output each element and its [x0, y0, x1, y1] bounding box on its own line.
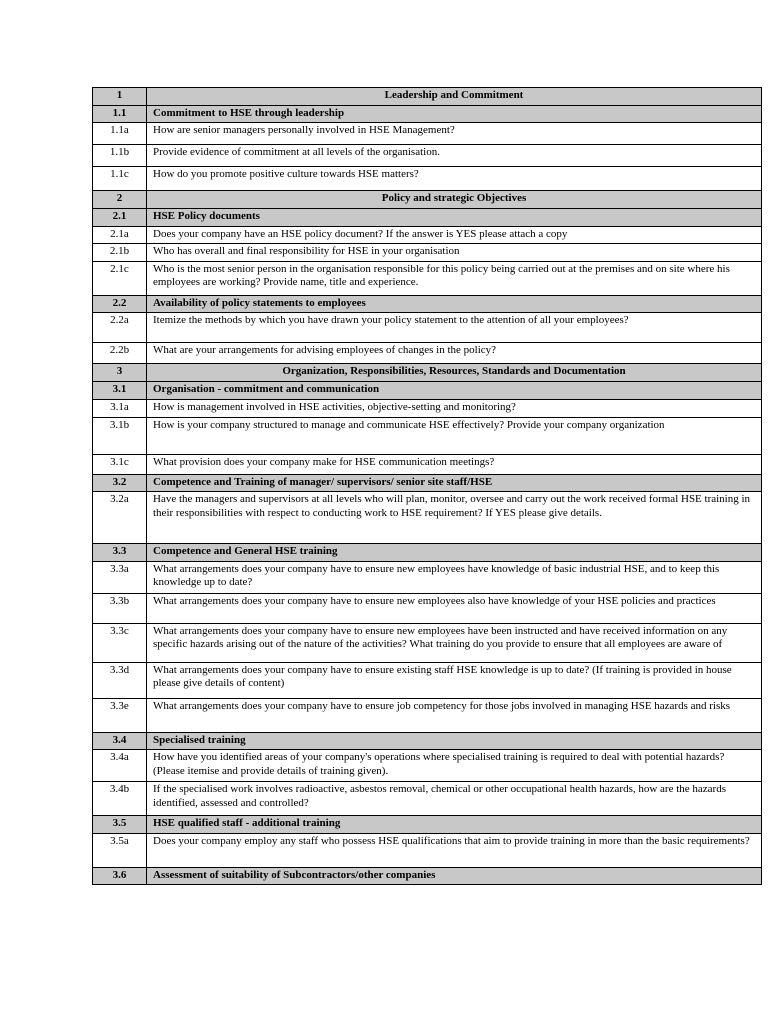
question-row — [93, 492, 762, 544]
question-text: Itemize the methods by which you have drawn your policy statement to the attention of all your employees? — [147, 313, 762, 343]
section-row — [93, 364, 762, 382]
row-number: 1.1 — [93, 105, 147, 123]
row-number: 2.2 — [93, 295, 147, 313]
section-row — [93, 191, 762, 209]
subsection-title: Specialised training — [147, 732, 762, 750]
row-number: 3.4b — [93, 782, 147, 816]
question-row — [93, 833, 762, 867]
questionnaire-rows — [93, 88, 762, 885]
question-row — [93, 782, 762, 816]
row-number: 2.2b — [93, 343, 147, 364]
question-text: Who has overall and final responsibility for HSE in your organisation — [147, 244, 762, 262]
question-text: Does your company have an HSE policy document? If the answer is YES please attach a copy — [147, 226, 762, 244]
row-number: 3.3e — [93, 698, 147, 732]
row-number: 2.1 — [93, 209, 147, 227]
question-row — [93, 561, 762, 593]
question-row — [93, 593, 762, 623]
subsection-title: Assessment of suitability of Subcontractors/other companies — [147, 867, 762, 885]
subsection-row — [93, 382, 762, 400]
row-number: 2.1b — [93, 244, 147, 262]
row-number: 2 — [93, 191, 147, 209]
question-row — [93, 313, 762, 343]
row-number: 3.3b — [93, 593, 147, 623]
question-text: What arrangements does your company have to ensure new employees have knowledge of basic industrial HSE, and to keep this knowledge up to date? — [147, 561, 762, 593]
section-title: Leadership and Commitment — [147, 88, 762, 106]
question-row — [93, 343, 762, 364]
subsection-row — [93, 732, 762, 750]
question-text: How are senior managers personally involved in HSE Management? — [147, 123, 762, 145]
question-row — [93, 399, 762, 417]
subsection-title: Competence and Training of manager/ supervisors/ senior site staff/HSE — [147, 474, 762, 492]
question-text: What arrangements does your company have to ensure new employees have been instructed and have received information on any specific hazards arising out of the nature of the activities? What training do you provide to ensure that all employees are aware of — [147, 623, 762, 662]
subsection-row — [93, 209, 762, 227]
row-number: 3 — [93, 364, 147, 382]
question-row — [93, 750, 762, 782]
section-title: Policy and strategic Objectives — [147, 191, 762, 209]
question-text: What provision does your company make for HSE communication meetings? — [147, 454, 762, 474]
row-number: 3.3d — [93, 662, 147, 698]
row-number: 3.4a — [93, 750, 147, 782]
question-text: Provide evidence of commitment at all levels of the organisation. — [147, 145, 762, 167]
subsection-title: Organisation - commitment and communication — [147, 382, 762, 400]
section-title: Organization, Responsibilities, Resources, Standards and Documentation — [147, 364, 762, 382]
section-row — [93, 88, 762, 106]
question-row — [93, 226, 762, 244]
row-number: 3.1b — [93, 417, 147, 454]
question-text: What arrangements does your company have to ensure existing staff HSE knowledge is up to date? (If training is provided in house please give details of content) — [147, 662, 762, 698]
question-row — [93, 698, 762, 732]
row-number: 3.3 — [93, 544, 147, 562]
row-number: 3.1c — [93, 454, 147, 474]
question-row — [93, 244, 762, 262]
subsection-row — [93, 474, 762, 492]
question-row — [93, 662, 762, 698]
question-text: If the specialised work involves radioactive, asbestos removal, chemical or other occupational health hazards, how are the hazards identified, assessed and controlled? — [147, 782, 762, 816]
row-number: 1.1c — [93, 167, 147, 191]
row-number: 3.1a — [93, 399, 147, 417]
row-number: 3.3a — [93, 561, 147, 593]
row-number: 1.1b — [93, 145, 147, 167]
subsection-title: Availability of policy statements to employees — [147, 295, 762, 313]
row-number: 2.1a — [93, 226, 147, 244]
row-number: 3.3c — [93, 623, 147, 662]
question-row — [93, 167, 762, 191]
question-row — [93, 145, 762, 167]
question-text: What arrangements does your company have to ensure new employees also have knowledge of your HSE policies and practices — [147, 593, 762, 623]
subsection-row — [93, 105, 762, 123]
subsection-row — [93, 544, 762, 562]
question-text: How have you identified areas of your company's operations where specialised training is required to deal with potential hazards? (Please itemise and provide details of training given). — [147, 750, 762, 782]
subsection-row — [93, 295, 762, 313]
subsection-title: HSE qualified staff - additional training — [147, 816, 762, 834]
subsection-row — [93, 816, 762, 834]
question-row — [93, 261, 762, 295]
subsection-row — [93, 867, 762, 885]
question-text: Have the managers and supervisors at all levels who will plan, monitor, oversee and carry out the work received formal HSE training in their responsibilities with respect to conducting work to HSE requirement? If YES please give details. — [147, 492, 762, 544]
question-text: What arrangements does your company have to ensure job competency for those jobs involved in managing HSE hazards and risks — [147, 698, 762, 732]
subsection-title: Commitment to HSE through leadership — [147, 105, 762, 123]
row-number: 2.2a — [93, 313, 147, 343]
question-row — [93, 123, 762, 145]
question-row — [93, 417, 762, 454]
row-number: 1.1a — [93, 123, 147, 145]
row-number: 3.1 — [93, 382, 147, 400]
question-text: How is management involved in HSE activities, objective-setting and monitoring? — [147, 399, 762, 417]
question-text: How is your company structured to manage and communicate HSE effectively? Provide your company organization — [147, 417, 762, 454]
subsection-title: HSE Policy documents — [147, 209, 762, 227]
question-text: Does your company employ any staff who possess HSE qualifications that aim to provide training in more than the basic requirements? — [147, 833, 762, 867]
row-number: 1 — [93, 88, 147, 106]
row-number: 3.2 — [93, 474, 147, 492]
row-number: 3.5a — [93, 833, 147, 867]
question-row — [93, 454, 762, 474]
row-number: 3.6 — [93, 867, 147, 885]
question-text: What are your arrangements for advising employees of changes in the policy? — [147, 343, 762, 364]
question-row — [93, 623, 762, 662]
question-text: Who is the most senior person in the organisation responsible for this policy being carried out at the premises and on site where his employees are working? Provide name, title and experience. — [147, 261, 762, 295]
hse-questionnaire-table — [92, 87, 762, 885]
question-text: How do you promote positive culture towards HSE matters? — [147, 167, 762, 191]
row-number: 3.4 — [93, 732, 147, 750]
row-number: 2.1c — [93, 261, 147, 295]
subsection-title: Competence and General HSE training — [147, 544, 762, 562]
row-number: 3.2a — [93, 492, 147, 544]
row-number: 3.5 — [93, 816, 147, 834]
